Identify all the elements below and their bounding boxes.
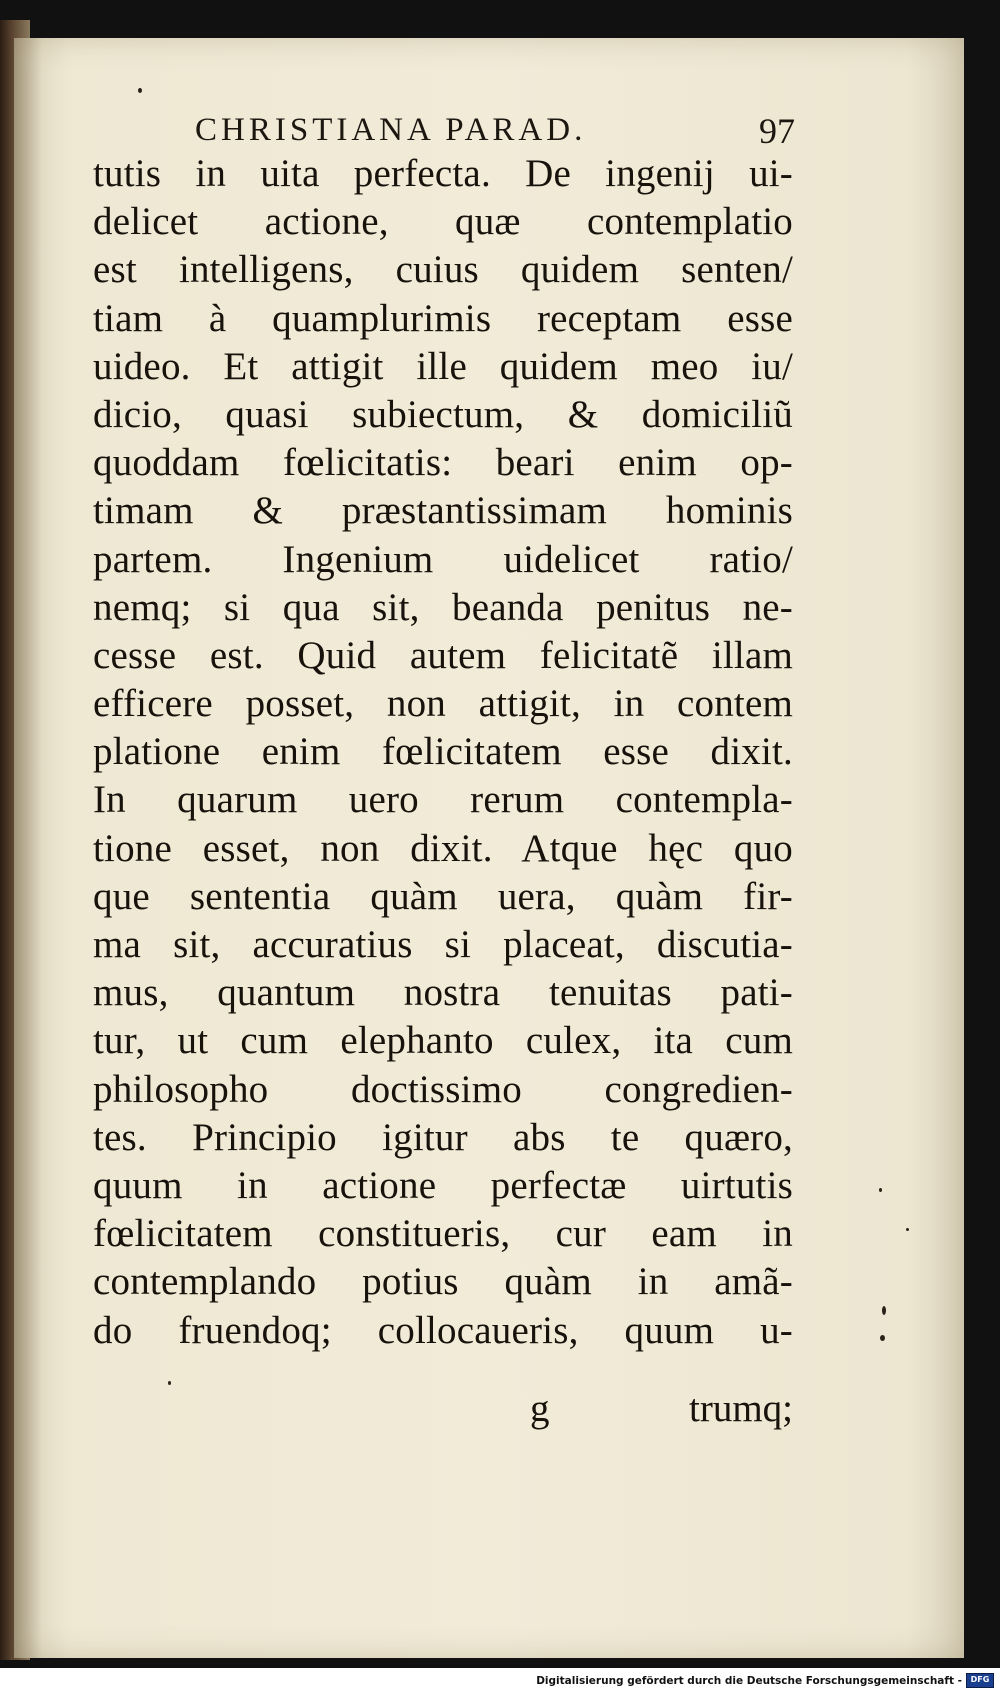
running-title: CHRISTIANA PARAD. xyxy=(195,112,587,148)
text-line: quoddam fœlicitatis: beari enim op- xyxy=(93,441,793,485)
text-line: mus, quantum nostra tenuitas pati- xyxy=(93,971,793,1015)
text-line: contemplando potius quàm in amã- xyxy=(93,1260,793,1304)
text-line: que sententia quàm uera, quàm fir- xyxy=(93,874,793,918)
text-line: est intelligens, cuius quidem senten/ xyxy=(93,248,793,292)
digitization-footer xyxy=(0,1668,1000,1696)
text-line: tutis in uita perfecta. De ingenij ui- xyxy=(93,152,793,195)
catchword: trumq; xyxy=(689,1387,793,1430)
text-line: tione esset, non dixit. Atque hęc quo xyxy=(93,826,793,870)
page-number: 97 xyxy=(759,111,795,151)
text-line: cesse est. Quid autem felicitatẽ illam xyxy=(93,633,793,677)
text-line: delicet actione, quæ contemplatio xyxy=(93,200,793,244)
text-line: In quarum uero rerum contempla- xyxy=(93,778,793,822)
text-line: timam & præstantissimam hominis xyxy=(93,489,793,533)
text-line: tes. Principio igitur abs te quæro, xyxy=(93,1115,793,1159)
ink-speck xyxy=(880,1335,885,1341)
text-line: ma sit, accuratius si placeat, discutia- xyxy=(93,923,793,966)
ink-speck xyxy=(882,1306,886,1315)
signature-mark: g xyxy=(530,1387,550,1430)
text-line: efficere posset, non attigit, in contem xyxy=(93,682,793,726)
text-line: quum in actione perfectæ uirtutis xyxy=(93,1163,793,1207)
ink-speck xyxy=(138,88,142,93)
text-line: platione enim fœlicitatem esse dixit. xyxy=(93,730,793,774)
running-head xyxy=(195,112,795,152)
text-line: fœlicitatem constitueris, cur eam in xyxy=(93,1212,793,1256)
text-line: uideo. Et attigit ille quidem meo iu/ xyxy=(93,344,793,388)
direction-line xyxy=(93,1385,793,1433)
text-line: tur, ut cum elephanto culex, ita cum xyxy=(93,1019,793,1063)
ink-speck xyxy=(906,1228,909,1231)
text-line: philosopho doctissimo congredien- xyxy=(93,1067,793,1111)
text-line: dicio, quasi subiectum, & domiciliũ xyxy=(93,392,793,436)
ink-speck xyxy=(879,1188,882,1192)
text-line: do fruendoq; collocaueris, quum u- xyxy=(93,1308,793,1352)
dfg-logo-text: DFG xyxy=(970,1675,990,1684)
text-line: partem. Ingenium uidelicet ratio/ xyxy=(93,537,793,581)
text-line: tiam à quamplurimis receptam esse xyxy=(93,296,793,340)
funding-credit: Digitalisierung gefördert durch die Deutsche Forschungsgemeinschaft - xyxy=(536,1675,962,1687)
dfg-logo-icon xyxy=(966,1673,994,1688)
body-text xyxy=(93,150,793,1355)
text-line: nemq; si qua sit, beanda penitus ne- xyxy=(93,585,793,629)
